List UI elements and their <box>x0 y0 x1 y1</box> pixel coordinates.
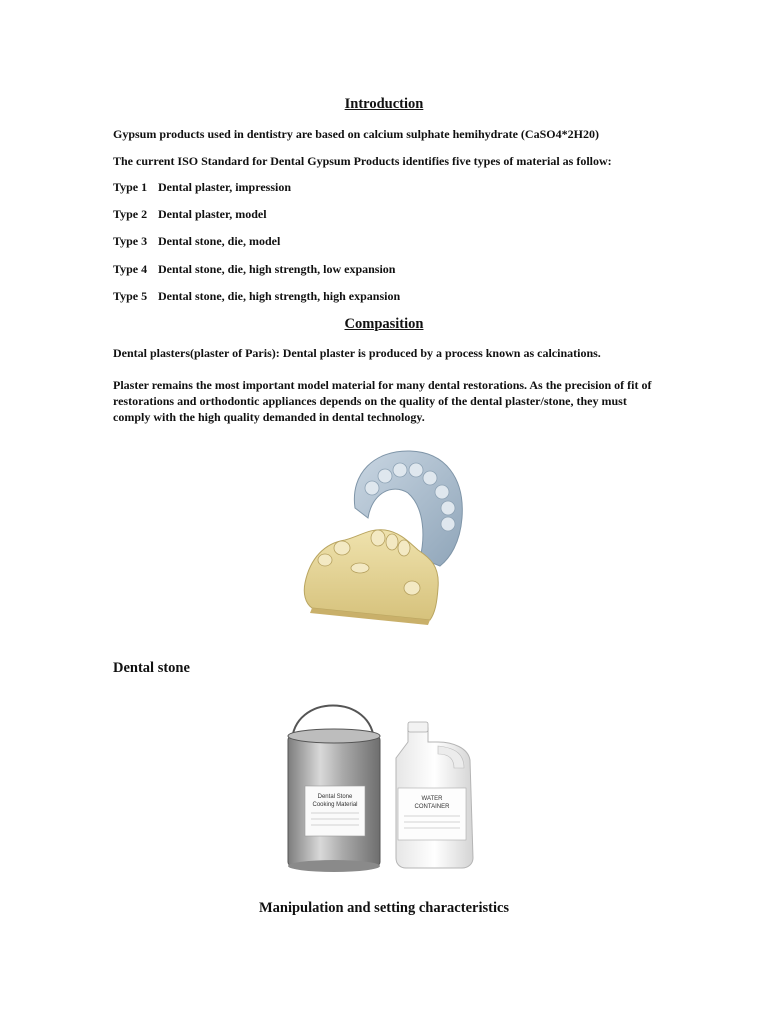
type-description: Dental stone, die, high strength, low expansion <box>158 262 396 276</box>
type-label: Type 1 <box>113 180 148 194</box>
can-label-line-2: Cooking Material <box>312 802 358 808</box>
type-label: Type 4 <box>113 262 148 276</box>
composition-paragraph-1: Dental plasters(plaster of Paris): Dental plaster is produced by a process known as calcinations. <box>113 346 601 360</box>
intro-paragraph-2: The current ISO Standard for Dental Gypsum Products identifies five types of material as follow: <box>113 154 612 168</box>
manipulation-heading: Manipulation and setting characteristics <box>258 900 510 916</box>
type-label: Type 3 <box>113 234 148 248</box>
dental-stone-heading: Dental stone <box>113 660 190 676</box>
intro-paragraph-1: Gypsum products used in dentistry are based on calcium sulphate hemihydrate (CaSO4*2H20) <box>113 127 599 141</box>
type-label: Type 2 <box>113 207 148 221</box>
jug-label-line-2: CONTAINER <box>414 804 450 810</box>
type-label: Type 5 <box>113 289 148 303</box>
dental-cast-image <box>300 448 480 626</box>
type-row <box>113 207 267 222</box>
composition-heading: Compasition <box>344 316 424 332</box>
dental-stone-products-image <box>278 698 483 873</box>
composition-paragraph-2: Plaster remains the most important model material for many dental restorations. As the precision of fit of restorations and orthodontic appliances depends on the quality of the dental plaster/stone, they must comply with the high quality demanded in dental technology. <box>113 378 652 424</box>
jug-label-line-1: WATER <box>421 796 443 802</box>
type-description: Dental stone, die, high strength, high expansion <box>158 289 401 303</box>
type-description: Dental plaster, model <box>158 207 267 221</box>
type-row <box>113 262 395 277</box>
type-row <box>113 289 400 304</box>
introduction-heading: Introduction <box>344 96 424 112</box>
type-row <box>113 234 280 249</box>
type-description: Dental stone, die, model <box>158 234 281 248</box>
can-label-line-1: Dental Stone <box>317 794 353 800</box>
type-description: Dental plaster, impression <box>158 180 292 194</box>
type-row <box>113 180 291 195</box>
